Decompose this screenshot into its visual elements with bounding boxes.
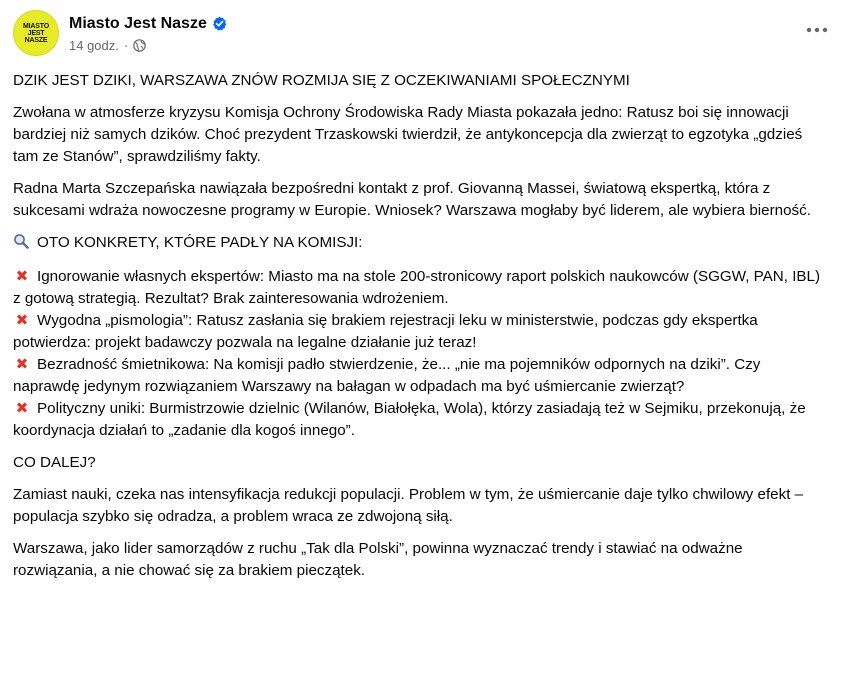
list-item-text: Polityczny uniki: Burmistrzowie dzielnic (Wilanów, Białołęka, Wola), którzy zasiadają też w Sejmiku, przekonują, że koordynacja działań to „zadanie dla kogoś innego”. xyxy=(13,400,806,439)
avatar-logo-text: MIASTO JEST NASZE xyxy=(23,22,49,44)
list-item xyxy=(13,398,828,442)
more-options-icon[interactable] xyxy=(803,16,831,44)
list-item-text: Wygodna „pismologia”: Ratusz zasłania się brakiem rejestracji leku w ministerstwie, podczas gdy ekspertka potwierdza: projekt badawczy pozwala na legalne działanie już teraz! xyxy=(13,312,758,351)
globe-icon[interactable] xyxy=(133,39,146,52)
red-cross-icon: ✖ xyxy=(15,312,29,329)
list-item xyxy=(13,266,828,310)
red-cross-icon: ✖ xyxy=(15,268,29,285)
post-timestamp[interactable]: 14 godz. xyxy=(69,37,119,53)
post-subline xyxy=(69,38,227,53)
verified-badge-icon xyxy=(212,16,227,31)
post-header xyxy=(13,10,227,56)
red-cross-icon: ✖ xyxy=(15,400,29,417)
post-paragraph-3: Zamiast nauki, czeka nas intensyfikacja redukcji populacji. Problem w tym, że uśmiercanie daje tylko chwilowy efekt – populacja szybko się odradza, a problem wraca ze zdwojoną siłą. xyxy=(13,486,804,525)
magnifier-icon xyxy=(13,233,31,256)
post-headline: DZIK JEST DZIKI, WARSZAWA ZNÓW ROZMIJA SIĘ Z OCZEKIWANIAMI SPOŁECZNYMI xyxy=(13,72,630,89)
red-cross-icon: ✖ xyxy=(15,356,29,373)
list-item-text: Bezradność śmietnikowa: Na komisji padło stwierdzenie, że... „nie ma pojemników odpornych na dziki”. Czy naprawdę jedynym rozwiązaniem Warszawy na bałagan w odpadach ma być uśmiercanie zwierząt? xyxy=(13,356,761,395)
post-paragraph-2: Radna Marta Szczepańska nawiązała bezpośredni kontakt z prof. Giovanną Massei, światową ekspertką, która z sukcesami wdraża nowoczesne programy w Europie. Wniosek? Warszawa mogłaby być liderem, ale wybiera bierność. xyxy=(13,180,811,219)
list-item-text: Ignorowanie własnych ekspertów: Miasto ma na stole 200-stronicowy raport polskich naukowców (SGGW, PAN, IBL) z gotową strategią. Rezultat? Brak zainteresowania wdrożeniem. xyxy=(13,268,821,307)
post-body xyxy=(13,70,828,592)
post-paragraph-1: Zwołana w atmosferze kryzysu Komisja Ochrony Środowiska Rady Miasta pokazała jedno: Ratusz boi się innowacji bardziej niż samych dzików. Choć prezydent Trzaskowski twierdził, że antykoncepcja dla zwierząt to egzotyka „gdzieś tam ze Stanów”, sprawdziliśmy fakty. xyxy=(13,104,803,165)
list-item xyxy=(13,310,828,354)
post-meta xyxy=(69,14,227,53)
post-paragraph-4: Warszawa, jako lider samorządów z ruchu „Tak dla Polski”, powinna wyznaczać trendy i stawiać na odważne rozwiązania, a nie chować się za brakiem pieczątek. xyxy=(13,540,743,579)
list-item xyxy=(13,354,828,398)
section-heading xyxy=(13,232,828,256)
avatar[interactable] xyxy=(13,10,59,56)
next-heading: CO DALEJ? xyxy=(13,454,96,471)
meta-separator: · xyxy=(123,37,129,53)
page-name-link[interactable]: Miasto Jest Nasze xyxy=(69,14,207,32)
section-title: OTO KONKRETY, KTÓRE PADŁY NA KOMISJI: xyxy=(37,234,363,251)
name-row xyxy=(69,14,227,34)
issues-list xyxy=(13,266,828,442)
